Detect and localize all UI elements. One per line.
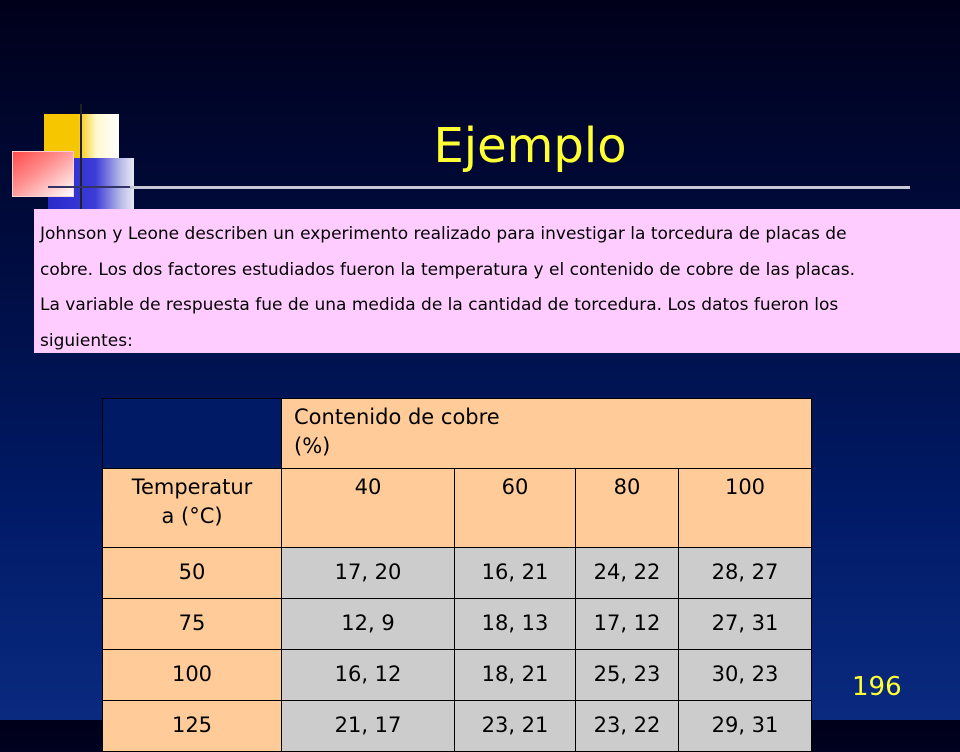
data-cell [679, 701, 812, 752]
data-table [102, 398, 812, 752]
data-value: 16, 21 [481, 560, 549, 584]
description-line: cobre. Los dos factores estudiados fueron la temperatura y el contenido de cobre de las placas. [40, 259, 856, 280]
temperature-label: 100 [171, 662, 213, 686]
description-box [34, 209, 960, 353]
data-value: 12, 9 [341, 611, 395, 635]
data-cell [679, 548, 812, 599]
page-number: 196 [852, 672, 902, 702]
table-header-row [103, 399, 812, 469]
temperature-cell [103, 599, 282, 650]
column-level-cell [282, 469, 455, 548]
data-value: 18, 21 [481, 662, 549, 686]
column-level-label: 40 [354, 475, 382, 499]
data-cell [455, 548, 576, 599]
table-row [103, 701, 812, 752]
data-value: 21, 17 [334, 713, 402, 737]
table-row [103, 548, 812, 599]
temperature-label: 75 [178, 611, 206, 635]
data-value: 28, 27 [711, 560, 779, 584]
data-cell [455, 701, 576, 752]
column-level-cell [455, 469, 576, 548]
data-value: 27, 31 [711, 611, 779, 635]
column-factor-label: Contenido de cobre (%) [294, 405, 500, 458]
temperature-cell [103, 701, 282, 752]
column-level-label: 60 [501, 475, 529, 499]
table-levels-row [103, 469, 812, 548]
data-cell [455, 599, 576, 650]
data-cell [679, 599, 812, 650]
description-line: Johnson y Leone describen un experimento realizado para investigar la torcedura de placas de [40, 224, 847, 244]
temperature-cell [103, 650, 282, 701]
temperature-label: 50 [178, 560, 206, 584]
data-cell [576, 599, 679, 650]
data-cell [455, 650, 576, 701]
description-line: siguientes: [40, 330, 133, 351]
table-row [103, 599, 812, 650]
column-level-label: 80 [613, 475, 641, 499]
data-value: 17, 12 [593, 611, 661, 635]
data-value: 30, 23 [711, 662, 779, 686]
data-value: 16, 12 [334, 662, 402, 686]
column-factor-header [282, 399, 812, 469]
data-cell [576, 701, 679, 752]
data-value: 23, 21 [481, 713, 549, 737]
row-factor-label: Temperatur a (°C) [131, 475, 253, 528]
data-value: 23, 22 [593, 713, 661, 737]
data-cell [576, 548, 679, 599]
data-cell [679, 650, 812, 701]
table-row [103, 650, 812, 701]
data-cell [282, 701, 455, 752]
data-cell [282, 599, 455, 650]
data-cell [282, 548, 455, 599]
table-corner-cell [103, 399, 282, 469]
column-level-cell [679, 469, 812, 548]
data-cell [576, 650, 679, 701]
description-line: La variable de respuesta fue de una medida de la cantidad de torcedura. Los datos fueron los [40, 295, 839, 315]
data-value: 24, 22 [593, 560, 661, 584]
temperature-label: 125 [171, 713, 213, 737]
title-underline [130, 186, 910, 189]
row-factor-header [103, 469, 282, 548]
slide-title: Ejemplo [433, 118, 627, 174]
decor-horizontal-line-left [48, 186, 138, 188]
temperature-cell [103, 548, 282, 599]
data-value: 25, 23 [593, 662, 661, 686]
column-level-cell [576, 469, 679, 548]
column-level-label: 100 [724, 475, 766, 499]
data-value: 17, 20 [334, 560, 402, 584]
data-cell [282, 650, 455, 701]
data-value: 29, 31 [711, 713, 779, 737]
data-value: 18, 13 [481, 611, 549, 635]
